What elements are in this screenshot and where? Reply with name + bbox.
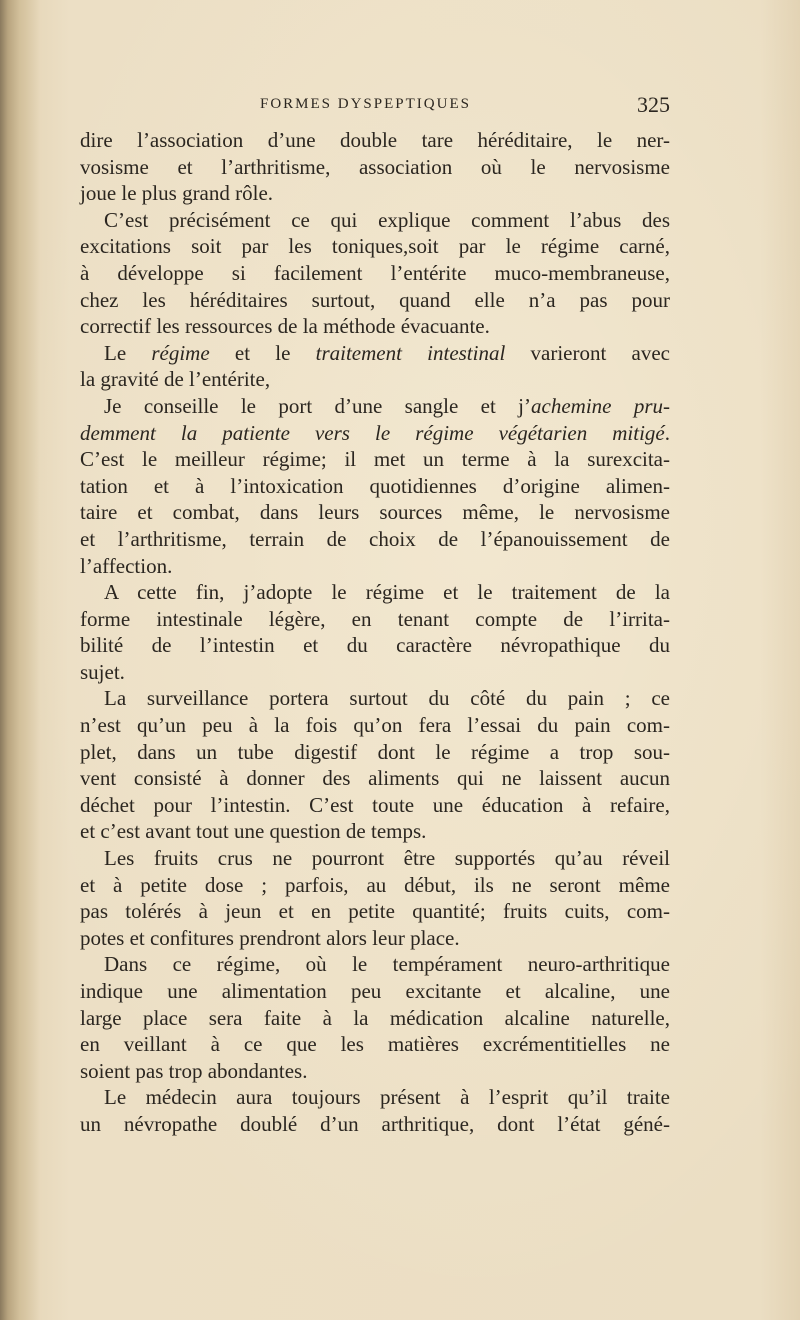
text-line: correctif les ressources de la méthode évacuante. — [80, 314, 490, 339]
text-line: vent consisté à donner des aliments qui ne laissent aucun — [80, 766, 670, 791]
text-line: large place sera faite à la médication alcaline naturelle, — [80, 1005, 670, 1030]
text-line: Le régime et le traitement intestinal varieront avec — [104, 340, 671, 365]
text-line: à développe si facilement l’entérite muco-membraneuse, — [80, 260, 670, 285]
text-line: indique une alimentation peu excitante et alcaline, une — [80, 979, 670, 1003]
text-line: C’est précisément ce qui explique comment l’abus des — [104, 207, 670, 232]
text-line: Les fruits crus ne pourront être supportés qu’au réveil — [104, 846, 670, 871]
text-line: bilité de l’intestin et du caractère névropathique du — [80, 633, 670, 658]
text-line: n’est qu’un peu à la fois qu’on fera l’essai du pain com- — [80, 713, 670, 738]
text-line: A cette fin, j’adopte le régime et le traitement de la — [104, 580, 670, 605]
text-line: potes et confitures prendront alors leur place. — [80, 925, 460, 950]
text-line: dire l’association d’une double tare héréditaire, le ner- — [80, 128, 670, 152]
text-line: soient pas trop abondantes. — [80, 1058, 308, 1083]
text-line: chez les héréditaires surtout, quand elle n’a pas pour — [80, 287, 670, 312]
text-line: en veillant à ce que les matières excrémentitielles ne — [80, 1032, 670, 1057]
text-line: un névropathe doublé d’un arthritique, dont l’état géné- — [80, 1111, 670, 1136]
text-line: Je conseille le port d’une sangle et j’achemine pru- — [104, 393, 670, 418]
text-line: tation et à l’intoxication quotidiennes d’origine alimen- — [80, 473, 670, 498]
text-line: l’affection. — [80, 553, 173, 578]
text-line: et l’arthritisme, terrain de choix de l’épanouissement de — [80, 526, 670, 551]
text-line: déchet pour l’intestin. C’est toute une éducation à refaire, — [80, 792, 670, 817]
page-binding-shadow — [0, 0, 40, 1320]
text-line: plet, dans un tube digestif dont le régime a trop sou- — [80, 739, 670, 764]
text-line: vosisme et l’arthritisme, association où le nervosisme — [80, 154, 670, 179]
text-line: forme intestinale légère, en tenant compte de l’irrita- — [80, 606, 670, 631]
text-line: Dans ce régime, où le tempérament neuro-arthritique — [104, 952, 670, 977]
body-text — [80, 127, 670, 1138]
text-line: sujet. — [80, 659, 125, 684]
text-line: excitations soit par les toniques,soit par le régime carné, — [80, 234, 670, 259]
text-line: La surveillance portera surtout du côté du pain ; ce — [104, 686, 670, 711]
text-line: joue le plus grand rôle. — [80, 181, 274, 206]
text-line: demment la patiente vers le régime végétarien mitigé. — [80, 420, 670, 445]
running-head — [80, 92, 670, 122]
text-line: taire et combat, dans leurs sources même, le nervosisme — [80, 500, 670, 525]
text-line: la gravité de l’entérite, — [80, 367, 271, 392]
text-line: Le médecin aura toujours présent à l’esprit qu’il traite — [104, 1085, 670, 1110]
text-line: pas tolérés à jeun et en petite quantité; fruits cuits, com- — [80, 899, 670, 924]
text-line: et c’est avant tout une question de temps. — [80, 819, 427, 844]
page-number: 325 — [637, 92, 670, 117]
running-title: FORMES DYSPEPTIQUES — [260, 96, 471, 112]
text-line: C’est le meilleur régime; il met un terme à la surexcita- — [80, 447, 670, 472]
text-line: et à petite dose ; parfois, au début, ils ne seront même — [80, 872, 670, 897]
